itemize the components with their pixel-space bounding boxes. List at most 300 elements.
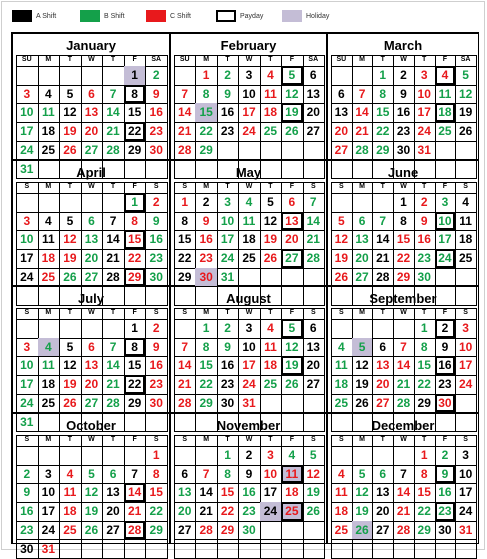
day-cell: 8 xyxy=(145,465,168,485)
legend-swatch xyxy=(146,10,166,22)
day-cell: 17 xyxy=(455,356,477,376)
month-title: May xyxy=(171,164,326,181)
day-cell: 12 xyxy=(352,483,374,503)
day-cell: 27 xyxy=(81,268,104,288)
weekday-header: T xyxy=(217,308,239,320)
day-cell: 26 xyxy=(281,375,303,395)
day-cell: 27 xyxy=(303,375,325,395)
month-september xyxy=(327,286,479,413)
day-cell: 5 xyxy=(81,465,104,485)
empty-cell xyxy=(238,540,260,559)
month-title: August xyxy=(171,290,326,307)
weekday-header: T xyxy=(102,308,125,320)
day-cell: 5 xyxy=(352,465,374,485)
day-cell: 25 xyxy=(435,122,457,142)
weekday-header: S xyxy=(303,182,325,194)
day-cell: 15 xyxy=(124,103,147,123)
month-december xyxy=(327,413,479,544)
empty-cell xyxy=(455,394,477,414)
empty-cell xyxy=(174,66,196,86)
weekday-header: S xyxy=(174,435,196,447)
day-cell: 30 xyxy=(16,540,39,559)
day-cell: 27 xyxy=(81,394,104,414)
day-cell: 10 xyxy=(238,85,260,105)
day-cell: 29 xyxy=(414,394,436,414)
empty-cell xyxy=(16,193,39,213)
day-cell: 15 xyxy=(145,483,168,503)
weekday-header: T xyxy=(59,55,82,67)
day-cell: 3 xyxy=(455,446,477,466)
weekday-header: M xyxy=(38,182,61,194)
day-cell: 9 xyxy=(145,85,168,105)
month-title: July xyxy=(13,290,169,307)
day-cell: 1 xyxy=(195,66,217,86)
month-title: November xyxy=(171,417,326,434)
day-cell: 12 xyxy=(303,465,325,485)
empty-cell xyxy=(124,446,147,466)
month-title: April xyxy=(13,164,169,181)
day-cell: 16 xyxy=(435,356,457,376)
weekday-header: T xyxy=(372,182,394,194)
day-cell: 14 xyxy=(352,103,374,123)
weekday-header: F xyxy=(124,308,147,320)
weekday-header: S xyxy=(455,308,477,320)
legend-label: Payday xyxy=(240,10,263,24)
weekday-header: W xyxy=(393,308,415,320)
day-cell: 6 xyxy=(281,193,303,213)
day-cell: 22 xyxy=(145,502,168,522)
day-cell: 2 xyxy=(393,66,415,86)
weekday-header: F xyxy=(435,182,457,194)
day-cell: 1 xyxy=(145,446,168,466)
day-cell: 22 xyxy=(393,249,415,269)
weekday-header: S xyxy=(174,182,196,194)
day-cell: 14 xyxy=(102,103,125,123)
month-title: October xyxy=(13,417,169,434)
empty-cell xyxy=(303,394,325,414)
empty-cell xyxy=(260,268,282,288)
weekday-header: T xyxy=(217,435,239,447)
day-cell: 15 xyxy=(195,356,217,376)
empty-cell xyxy=(238,141,260,161)
day-cell: 19 xyxy=(260,230,282,250)
day-cell: 13 xyxy=(102,483,125,503)
weekday-header: W xyxy=(81,55,104,67)
weekday-header: SU xyxy=(16,55,39,67)
legend-swatch xyxy=(216,10,236,22)
weekday-header: S xyxy=(455,435,477,447)
weekday-header: M xyxy=(352,55,374,67)
day-cell: 8 xyxy=(414,338,436,358)
weekday-header: S xyxy=(331,435,353,447)
day-cell: 29 xyxy=(217,521,239,541)
day-cell: 2 xyxy=(217,319,239,339)
empty-cell xyxy=(59,66,82,86)
day-cell: 11 xyxy=(281,465,303,485)
empty-cell xyxy=(372,540,394,559)
day-cell: 21 xyxy=(303,230,325,250)
day-cell: 10 xyxy=(16,103,39,123)
day-cell: 5 xyxy=(455,66,477,86)
day-cell: 10 xyxy=(435,212,457,232)
day-cell: 23 xyxy=(393,122,415,142)
day-cell: 20 xyxy=(303,103,325,123)
empty-cell xyxy=(145,540,168,559)
day-cell: 27 xyxy=(174,521,196,541)
day-cell: 18 xyxy=(59,502,82,522)
day-cell: 3 xyxy=(238,319,260,339)
empty-cell xyxy=(38,66,61,86)
day-cell: 29 xyxy=(195,394,217,414)
day-cell: 30 xyxy=(393,141,415,161)
day-cell: 21 xyxy=(393,502,415,522)
day-cell: 18 xyxy=(260,356,282,376)
day-cell: 2 xyxy=(238,446,260,466)
day-cell: 3 xyxy=(16,85,39,105)
day-cell: 24 xyxy=(38,521,61,541)
weekday-header: M xyxy=(195,435,217,447)
day-cell: 13 xyxy=(81,103,104,123)
day-cell: 12 xyxy=(455,85,477,105)
empty-cell xyxy=(455,540,477,559)
weekday-header: T xyxy=(102,55,125,67)
month-may xyxy=(170,160,327,286)
day-cell: 17 xyxy=(435,230,457,250)
day-cell: 22 xyxy=(195,375,217,395)
day-cell: 4 xyxy=(281,446,303,466)
day-cell: 15 xyxy=(414,483,436,503)
weekday-header: T xyxy=(102,182,125,194)
weekday-header: S xyxy=(303,435,325,447)
empty-cell xyxy=(102,540,125,559)
day-cell: 22 xyxy=(124,249,147,269)
day-cell: 15 xyxy=(124,230,147,250)
empty-cell xyxy=(303,268,325,288)
day-cell: 24 xyxy=(238,375,260,395)
empty-cell xyxy=(414,540,436,559)
day-cell: 4 xyxy=(260,66,282,86)
day-cell: 26 xyxy=(59,141,82,161)
day-cell: 21 xyxy=(352,122,374,142)
day-cell: 16 xyxy=(145,356,168,376)
empty-cell xyxy=(102,319,125,339)
day-cell: 6 xyxy=(81,338,104,358)
empty-cell xyxy=(38,193,61,213)
day-cell: 3 xyxy=(260,446,282,466)
day-cell: 29 xyxy=(124,268,147,288)
legend xyxy=(12,10,472,24)
shift-calendar xyxy=(11,32,479,544)
day-cell: 2 xyxy=(414,193,436,213)
day-cell: 9 xyxy=(414,212,436,232)
day-cell: 8 xyxy=(195,338,217,358)
day-cell: 31 xyxy=(238,394,260,414)
day-cell: 30 xyxy=(435,394,457,414)
day-cell: 2 xyxy=(145,319,168,339)
day-cell: 2 xyxy=(435,446,457,466)
day-cell: 9 xyxy=(145,338,168,358)
day-cell: 1 xyxy=(174,193,196,213)
day-cell: 7 xyxy=(303,193,325,213)
day-cell: 26 xyxy=(81,521,104,541)
day-cell: 3 xyxy=(414,66,436,86)
day-cell: 22 xyxy=(217,502,239,522)
day-cell: 17 xyxy=(16,375,39,395)
empty-cell xyxy=(81,446,104,466)
empty-cell xyxy=(281,141,303,161)
weekday-header: M xyxy=(352,308,374,320)
weekday-header: S xyxy=(174,308,196,320)
weekday-header: T xyxy=(59,435,82,447)
day-cell: 2 xyxy=(145,66,168,86)
day-cell: 17 xyxy=(16,249,39,269)
day-cell: 10 xyxy=(455,465,477,485)
day-cell: 22 xyxy=(372,122,394,142)
empty-cell xyxy=(455,268,477,288)
day-cell: 1 xyxy=(124,66,147,86)
day-cell: 21 xyxy=(174,122,196,142)
day-cell: 3 xyxy=(217,193,239,213)
empty-cell xyxy=(81,540,104,559)
weekday-header: S xyxy=(145,182,168,194)
day-cell: 14 xyxy=(393,356,415,376)
day-cell: 10 xyxy=(16,356,39,376)
day-cell: 24 xyxy=(435,249,457,269)
day-cell: 29 xyxy=(174,268,196,288)
day-cell: 15 xyxy=(174,230,196,250)
month-title: December xyxy=(328,417,478,434)
weekday-header: M xyxy=(195,308,217,320)
weekday-header: T xyxy=(260,308,282,320)
day-cell: 14 xyxy=(372,230,394,250)
day-cell: 23 xyxy=(414,249,436,269)
month-grid xyxy=(331,435,476,558)
day-cell: 27 xyxy=(331,141,353,161)
day-cell: 4 xyxy=(59,465,82,485)
day-cell: 17 xyxy=(16,122,39,142)
day-cell: 13 xyxy=(303,85,325,105)
weekday-header: W xyxy=(81,435,104,447)
empty-cell xyxy=(303,521,325,541)
day-cell: 24 xyxy=(16,141,39,161)
empty-cell xyxy=(331,66,353,86)
empty-cell xyxy=(372,446,394,466)
day-cell: 1 xyxy=(217,446,239,466)
day-cell: 8 xyxy=(372,85,394,105)
day-cell: 7 xyxy=(372,212,394,232)
empty-cell xyxy=(102,446,125,466)
day-cell: 19 xyxy=(352,502,374,522)
day-cell: 3 xyxy=(16,338,39,358)
weekday-header: F xyxy=(435,55,457,67)
day-cell: 27 xyxy=(281,249,303,269)
day-cell: 23 xyxy=(238,502,260,522)
weekday-header: S xyxy=(145,308,168,320)
day-cell: 16 xyxy=(393,103,415,123)
empty-cell xyxy=(16,66,39,86)
weekday-header: T xyxy=(372,435,394,447)
day-cell: 19 xyxy=(331,249,353,269)
day-cell: 7 xyxy=(393,338,415,358)
day-cell: 13 xyxy=(352,230,374,250)
day-cell: 11 xyxy=(331,483,353,503)
day-cell: 9 xyxy=(435,338,457,358)
month-april xyxy=(12,160,170,286)
day-cell: 14 xyxy=(393,483,415,503)
day-cell: 23 xyxy=(16,521,39,541)
day-cell: 26 xyxy=(352,521,374,541)
day-cell: 5 xyxy=(281,66,303,86)
day-cell: 2 xyxy=(435,319,457,339)
day-cell: 28 xyxy=(102,268,125,288)
weekday-header: M xyxy=(352,435,374,447)
empty-cell xyxy=(352,319,374,339)
empty-cell xyxy=(59,319,82,339)
day-cell: 23 xyxy=(435,502,457,522)
day-cell: 21 xyxy=(372,249,394,269)
day-cell: 16 xyxy=(238,483,260,503)
empty-cell xyxy=(81,193,104,213)
weekday-header: F xyxy=(281,308,303,320)
day-cell: 8 xyxy=(124,85,147,105)
empty-cell xyxy=(195,540,217,559)
day-cell: 15 xyxy=(414,356,436,376)
empty-cell xyxy=(260,141,282,161)
weekday-header: T xyxy=(102,435,125,447)
day-cell: 28 xyxy=(174,141,196,161)
day-cell: 25 xyxy=(455,249,477,269)
day-cell: 14 xyxy=(303,212,325,232)
day-cell: 13 xyxy=(81,356,104,376)
day-cell: 25 xyxy=(38,394,61,414)
empty-cell xyxy=(81,66,104,86)
day-cell: 27 xyxy=(372,521,394,541)
month-march xyxy=(327,33,479,160)
weekday-header: M xyxy=(38,435,61,447)
weekday-header: T xyxy=(217,55,239,67)
day-cell: 6 xyxy=(331,85,353,105)
empty-cell xyxy=(217,540,239,559)
day-cell: 17 xyxy=(238,103,260,123)
day-cell: 3 xyxy=(238,66,260,86)
weekday-header: W xyxy=(393,435,415,447)
empty-cell xyxy=(331,319,353,339)
day-cell: 30 xyxy=(238,521,260,541)
day-cell: 6 xyxy=(303,319,325,339)
day-cell: 30 xyxy=(435,521,457,541)
empty-cell xyxy=(174,319,196,339)
day-cell: 25 xyxy=(238,249,260,269)
day-cell: 25 xyxy=(281,502,303,522)
weekday-header: SA xyxy=(145,55,168,67)
weekday-header: F xyxy=(281,435,303,447)
empty-cell xyxy=(174,446,196,466)
day-cell: 6 xyxy=(81,212,104,232)
weekday-header: F xyxy=(281,182,303,194)
day-cell: 30 xyxy=(145,394,168,414)
day-cell: 28 xyxy=(124,521,147,541)
empty-cell xyxy=(352,66,374,86)
day-cell: 21 xyxy=(102,122,125,142)
day-cell: 23 xyxy=(435,375,457,395)
day-cell: 4 xyxy=(331,338,353,358)
day-cell: 27 xyxy=(81,141,104,161)
day-cell: 28 xyxy=(102,141,125,161)
month-title: September xyxy=(328,290,478,307)
weekday-header: S xyxy=(16,308,39,320)
empty-cell xyxy=(16,319,39,339)
month-january xyxy=(12,33,170,160)
day-cell: 1 xyxy=(124,319,147,339)
day-cell: 11 xyxy=(435,85,457,105)
legend-label: C Shift xyxy=(170,10,191,24)
day-cell: 29 xyxy=(195,141,217,161)
weekday-header: W xyxy=(81,308,104,320)
day-cell: 2 xyxy=(217,66,239,86)
weekday-header: S xyxy=(145,435,168,447)
day-cell: 26 xyxy=(281,122,303,142)
day-cell: 18 xyxy=(435,103,457,123)
day-cell: 24 xyxy=(238,122,260,142)
day-cell: 18 xyxy=(38,249,61,269)
day-cell: 23 xyxy=(145,375,168,395)
empty-cell xyxy=(124,540,147,559)
day-cell: 11 xyxy=(238,212,260,232)
weekday-header: SA xyxy=(455,55,477,67)
empty-cell xyxy=(59,540,82,559)
day-cell: 27 xyxy=(102,521,125,541)
weekday-header: T xyxy=(414,308,436,320)
day-cell: 30 xyxy=(145,268,168,288)
day-cell: 25 xyxy=(331,521,353,541)
day-cell: 21 xyxy=(102,375,125,395)
day-cell: 18 xyxy=(238,230,260,250)
month-february xyxy=(170,33,327,160)
day-cell: 22 xyxy=(124,375,147,395)
day-cell: 25 xyxy=(38,141,61,161)
empty-cell xyxy=(393,540,415,559)
day-cell: 24 xyxy=(414,122,436,142)
empty-cell xyxy=(303,141,325,161)
day-cell: 19 xyxy=(281,103,303,123)
empty-cell xyxy=(281,394,303,414)
day-cell: 13 xyxy=(303,338,325,358)
day-cell: 14 xyxy=(174,356,196,376)
weekday-header: M xyxy=(38,55,61,67)
day-cell: 25 xyxy=(331,394,353,414)
day-cell: 24 xyxy=(16,394,39,414)
day-cell: 11 xyxy=(38,103,61,123)
day-cell: 15 xyxy=(124,356,147,376)
weekday-header: T xyxy=(59,182,82,194)
day-cell: 27 xyxy=(352,268,374,288)
day-cell: 16 xyxy=(145,103,168,123)
day-cell: 9 xyxy=(217,338,239,358)
weekday-header: S xyxy=(16,182,39,194)
day-cell: 23 xyxy=(145,122,168,142)
day-cell: 22 xyxy=(195,122,217,142)
month-june xyxy=(327,160,479,286)
day-cell: 24 xyxy=(455,375,477,395)
empty-cell xyxy=(393,319,415,339)
day-cell: 28 xyxy=(195,521,217,541)
weekday-header: M xyxy=(352,182,374,194)
day-cell: 20 xyxy=(281,230,303,250)
day-cell: 2 xyxy=(195,193,217,213)
day-cell: 28 xyxy=(393,394,415,414)
empty-cell xyxy=(331,540,353,559)
day-cell: 20 xyxy=(174,502,196,522)
